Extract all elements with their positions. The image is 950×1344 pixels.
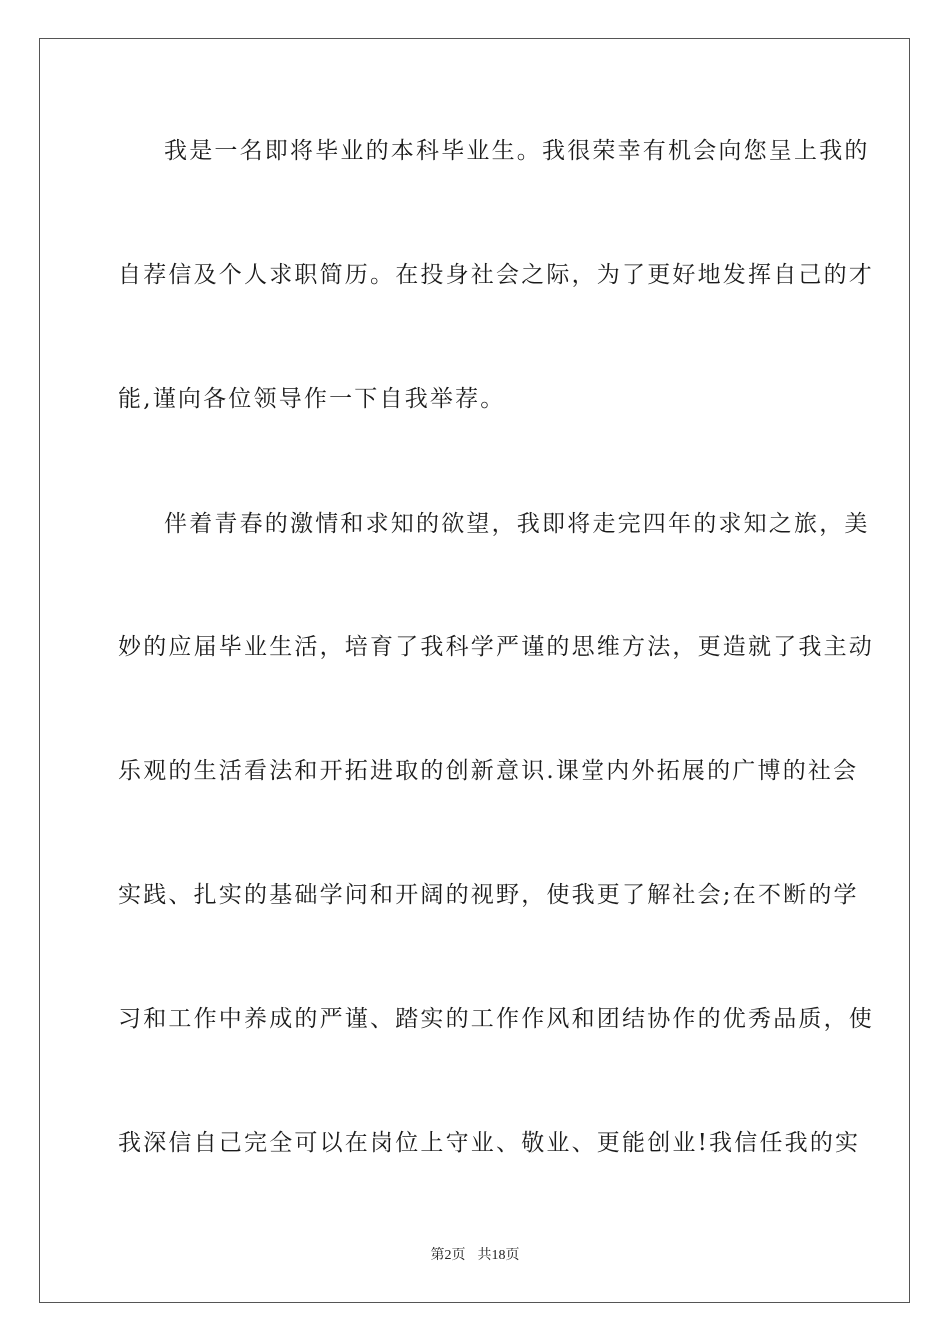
page-number: 第2页 [430,1248,466,1263]
text-line: 能,谨向各位领导作一下自我举荐。 [118,386,506,412]
text-line: 自荐信及个人求职简历。在投身社会之际，为了更好地发挥自己的才 [118,262,874,288]
text-line: 我是一名即将毕业的本科毕业生。我很荣幸有机会向您呈上我的 [164,138,870,164]
page-footer [0,1247,950,1265]
text-line: 实践、扎实的基础学问和开阔的视野，使我更了解社会;在不断的学 [118,882,859,908]
text-line: 乐观的生活看法和开拓进取的创新意识.课堂内外拓展的广博的社会 [118,758,859,784]
text-line: 伴着青春的激情和求知的欲望，我即将走完四年的求知之旅，美 [164,511,870,537]
text-line: 习和工作中养成的严谨、踏实的工作作风和团结协作的优秀品质，使 [118,1006,874,1032]
text-line: 妙的应届毕业生活，培育了我科学严谨的思维方法，更造就了我主动 [118,634,874,660]
text-line: 我深信自己完全可以在岗位上守业、敬业、更能创业!我信任我的实 [118,1130,861,1156]
page-frame [39,38,910,1303]
page-total: 共18页 [477,1248,520,1263]
